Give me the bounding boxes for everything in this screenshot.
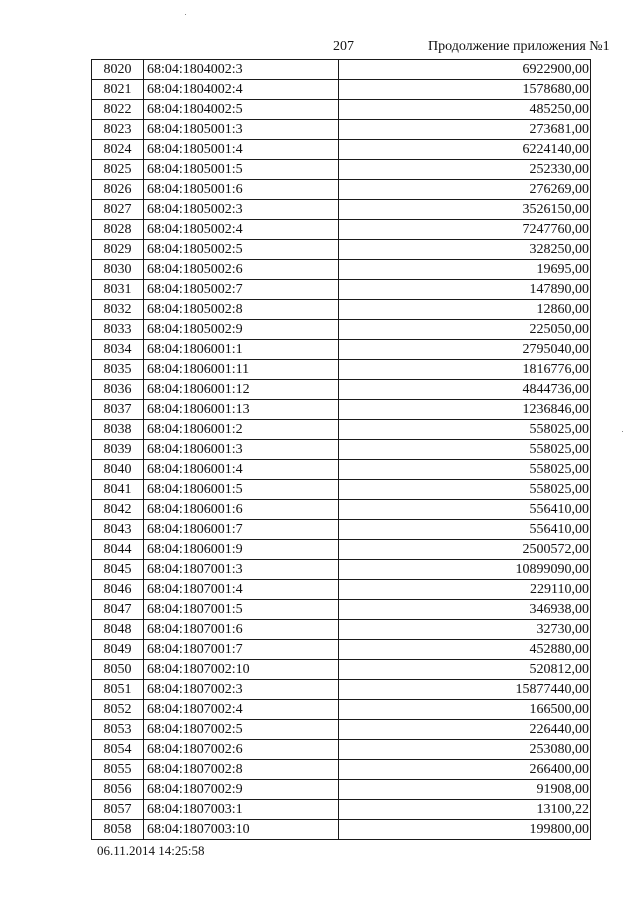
cadastral-number-cell: 68:04:1807002:4 — [144, 700, 339, 720]
cadastral-value-cell: 346938,00 — [339, 600, 591, 620]
row-number-cell: 8032 — [92, 300, 144, 320]
table-row — [92, 520, 591, 540]
table-body — [92, 60, 591, 840]
cadastral-value-cell: 91908,00 — [339, 780, 591, 800]
cadastral-number-cell: 68:04:1806001:11 — [144, 360, 339, 380]
cadastral-number-cell: 68:04:1804002:5 — [144, 100, 339, 120]
cadastral-number-cell: 68:04:1807001:3 — [144, 560, 339, 580]
cadastral-number-cell: 68:04:1807002:5 — [144, 720, 339, 740]
cadastral-value-cell: 13100,22 — [339, 800, 591, 820]
cadastral-value-cell: 7247760,00 — [339, 220, 591, 240]
table-row — [92, 580, 591, 600]
table-row — [92, 160, 591, 180]
row-number-cell: 8041 — [92, 480, 144, 500]
cadastral-value-cell: 520812,00 — [339, 660, 591, 680]
cadastral-value-cell: 147890,00 — [339, 280, 591, 300]
row-number-cell: 8052 — [92, 700, 144, 720]
table-row — [92, 80, 591, 100]
row-number-cell: 8053 — [92, 720, 144, 740]
cadastral-number-cell: 68:04:1805001:6 — [144, 180, 339, 200]
row-number-cell: 8037 — [92, 400, 144, 420]
row-number-cell: 8055 — [92, 760, 144, 780]
cadastral-value-cell: 556410,00 — [339, 520, 591, 540]
row-number-cell: 8049 — [92, 640, 144, 660]
cadastral-value-cell: 252330,00 — [339, 160, 591, 180]
cadastral-number-cell: 68:04:1805002:8 — [144, 300, 339, 320]
cadastral-value-cell: 558025,00 — [339, 420, 591, 440]
cadastral-value-table — [91, 59, 591, 840]
row-number-cell: 8051 — [92, 680, 144, 700]
cadastral-value-cell: 2795040,00 — [339, 340, 591, 360]
cadastral-number-cell: 68:04:1805002:3 — [144, 200, 339, 220]
row-number-cell: 8022 — [92, 100, 144, 120]
cadastral-value-cell: 6922900,00 — [339, 60, 591, 80]
table-row — [92, 200, 591, 220]
cadastral-number-cell: 68:04:1805002:9 — [144, 320, 339, 340]
cadastral-value-cell: 226440,00 — [339, 720, 591, 740]
cadastral-value-cell: 485250,00 — [339, 100, 591, 120]
table-row — [92, 400, 591, 420]
row-number-cell: 8021 — [92, 80, 144, 100]
cadastral-value-cell: 1578680,00 — [339, 80, 591, 100]
cadastral-value-cell: 558025,00 — [339, 460, 591, 480]
cadastral-number-cell: 68:04:1806001:5 — [144, 480, 339, 500]
cadastral-value-cell: 225050,00 — [339, 320, 591, 340]
table-row — [92, 540, 591, 560]
table-row — [92, 600, 591, 620]
table-row — [92, 640, 591, 660]
row-number-cell: 8020 — [92, 60, 144, 80]
table-row — [92, 300, 591, 320]
row-number-cell: 8042 — [92, 500, 144, 520]
table-row — [92, 360, 591, 380]
row-number-cell: 8044 — [92, 540, 144, 560]
scan-speck — [622, 431, 623, 432]
row-number-cell: 8033 — [92, 320, 144, 340]
row-number-cell: 8024 — [92, 140, 144, 160]
cadastral-value-cell: 558025,00 — [339, 440, 591, 460]
table-row — [92, 560, 591, 580]
row-number-cell: 8045 — [92, 560, 144, 580]
cadastral-number-cell: 68:04:1805002:7 — [144, 280, 339, 300]
cadastral-number-cell: 68:04:1807002:6 — [144, 740, 339, 760]
row-number-cell: 8043 — [92, 520, 144, 540]
cadastral-number-cell: 68:04:1806001:7 — [144, 520, 339, 540]
cadastral-number-cell: 68:04:1807001:7 — [144, 640, 339, 660]
table-row — [92, 240, 591, 260]
row-number-cell: 8028 — [92, 220, 144, 240]
cadastral-value-cell: 12860,00 — [339, 300, 591, 320]
table-row — [92, 260, 591, 280]
cadastral-number-cell: 68:04:1805001:5 — [144, 160, 339, 180]
row-number-cell: 8026 — [92, 180, 144, 200]
table-row — [92, 440, 591, 460]
cadastral-value-cell: 6224140,00 — [339, 140, 591, 160]
cadastral-number-cell: 68:04:1806001:4 — [144, 460, 339, 480]
print-timestamp: 06.11.2014 14:25:58 — [97, 843, 205, 858]
row-number-cell: 8057 — [92, 800, 144, 820]
cadastral-number-cell: 68:04:1806001:9 — [144, 540, 339, 560]
cadastral-value-cell: 253080,00 — [339, 740, 591, 760]
row-number-cell: 8039 — [92, 440, 144, 460]
table-row — [92, 700, 591, 720]
cadastral-number-cell: 68:04:1805001:4 — [144, 140, 339, 160]
table-row — [92, 500, 591, 520]
row-number-cell: 8047 — [92, 600, 144, 620]
cadastral-number-cell: 68:04:1806001:6 — [144, 500, 339, 520]
cadastral-number-cell: 68:04:1807002:3 — [144, 680, 339, 700]
row-number-cell: 8029 — [92, 240, 144, 260]
cadastral-value-cell: 10899090,00 — [339, 560, 591, 580]
table-row — [92, 800, 591, 820]
cadastral-number-cell: 68:04:1807002:10 — [144, 660, 339, 680]
cadastral-value-cell: 3526150,00 — [339, 200, 591, 220]
table-row — [92, 140, 591, 160]
table-row — [92, 820, 591, 840]
cadastral-number-cell: 68:04:1807001:6 — [144, 620, 339, 640]
cadastral-value-cell: 166500,00 — [339, 700, 591, 720]
table-row — [92, 380, 591, 400]
page-number: 207 — [333, 39, 354, 54]
cadastral-number-cell: 68:04:1806001:2 — [144, 420, 339, 440]
row-number-cell: 8030 — [92, 260, 144, 280]
cadastral-value-cell: 556410,00 — [339, 500, 591, 520]
row-number-cell: 8056 — [92, 780, 144, 800]
cadastral-value-cell: 15877440,00 — [339, 680, 591, 700]
row-number-cell: 8054 — [92, 740, 144, 760]
row-number-cell: 8048 — [92, 620, 144, 640]
table-row — [92, 320, 591, 340]
row-number-cell: 8025 — [92, 160, 144, 180]
table-row — [92, 460, 591, 480]
cadastral-number-cell: 68:04:1805001:3 — [144, 120, 339, 140]
appendix-continuation-title: Продолжение приложения №1 — [428, 39, 610, 54]
row-number-cell: 8035 — [92, 360, 144, 380]
table-row — [92, 180, 591, 200]
cadastral-number-cell: 68:04:1807002:9 — [144, 780, 339, 800]
table-row — [92, 100, 591, 120]
cadastral-value-cell: 32730,00 — [339, 620, 591, 640]
cadastral-number-cell: 68:04:1806001:13 — [144, 400, 339, 420]
row-number-cell: 8040 — [92, 460, 144, 480]
cadastral-number-cell: 68:04:1807003:10 — [144, 820, 339, 840]
cadastral-value-cell: 273681,00 — [339, 120, 591, 140]
row-number-cell: 8031 — [92, 280, 144, 300]
cadastral-number-cell: 68:04:1805002:4 — [144, 220, 339, 240]
table-row — [92, 620, 591, 640]
cadastral-number-cell: 68:04:1807003:1 — [144, 800, 339, 820]
cadastral-number-cell: 68:04:1806001:12 — [144, 380, 339, 400]
row-number-cell: 8034 — [92, 340, 144, 360]
row-number-cell: 8046 — [92, 580, 144, 600]
table-row — [92, 720, 591, 740]
row-number-cell: 8027 — [92, 200, 144, 220]
table-row — [92, 480, 591, 500]
cadastral-value-cell: 558025,00 — [339, 480, 591, 500]
row-number-cell: 8038 — [92, 420, 144, 440]
cadastral-number-cell: 68:04:1806001:1 — [144, 340, 339, 360]
row-number-cell: 8036 — [92, 380, 144, 400]
row-number-cell: 8023 — [92, 120, 144, 140]
cadastral-value-cell: 19695,00 — [339, 260, 591, 280]
cadastral-value-cell: 1236846,00 — [339, 400, 591, 420]
cadastral-number-cell: 68:04:1804002:3 — [144, 60, 339, 80]
cadastral-number-cell: 68:04:1805002:5 — [144, 240, 339, 260]
row-number-cell: 8058 — [92, 820, 144, 840]
scan-speck — [185, 14, 186, 15]
table-row — [92, 740, 591, 760]
cadastral-number-cell: 68:04:1807001:5 — [144, 600, 339, 620]
cadastral-value-cell: 276269,00 — [339, 180, 591, 200]
table-row — [92, 760, 591, 780]
cadastral-value-cell: 199800,00 — [339, 820, 591, 840]
cadastral-value-cell: 328250,00 — [339, 240, 591, 260]
cadastral-number-cell: 68:04:1805002:6 — [144, 260, 339, 280]
table-row — [92, 340, 591, 360]
cadastral-number-cell: 68:04:1806001:3 — [144, 440, 339, 460]
cadastral-value-cell: 1816776,00 — [339, 360, 591, 380]
table-row — [92, 280, 591, 300]
cadastral-value-cell: 229110,00 — [339, 580, 591, 600]
cadastral-value-cell: 4844736,00 — [339, 380, 591, 400]
table-row — [92, 680, 591, 700]
table-row — [92, 420, 591, 440]
cadastral-value-cell: 452880,00 — [339, 640, 591, 660]
cadastral-number-cell: 68:04:1804002:4 — [144, 80, 339, 100]
cadastral-value-cell: 266400,00 — [339, 760, 591, 780]
table-row — [92, 220, 591, 240]
cadastral-number-cell: 68:04:1807002:8 — [144, 760, 339, 780]
table-row — [92, 60, 591, 80]
table-row — [92, 780, 591, 800]
table-row — [92, 120, 591, 140]
table-row — [92, 660, 591, 680]
cadastral-value-cell: 2500572,00 — [339, 540, 591, 560]
row-number-cell: 8050 — [92, 660, 144, 680]
cadastral-number-cell: 68:04:1807001:4 — [144, 580, 339, 600]
